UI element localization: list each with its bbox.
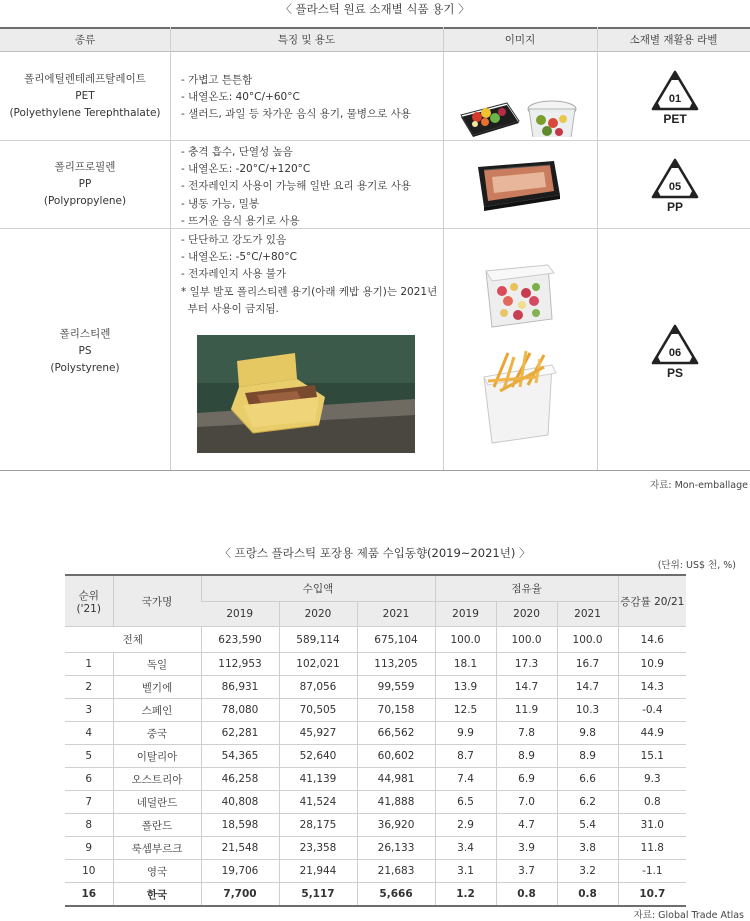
- value-cell: 87,056: [279, 676, 357, 699]
- value-cell: 14.7: [496, 676, 557, 699]
- value-cell: 3.1: [435, 860, 496, 883]
- total-cell: 100.0: [496, 627, 557, 653]
- rank-cell: 8: [65, 814, 113, 837]
- value-cell: 19,706: [201, 860, 279, 883]
- value-cell: 44,981: [357, 768, 435, 791]
- recycle-number: 05: [668, 181, 682, 193]
- value-cell: 60,602: [357, 745, 435, 768]
- table2-unit: (단위: US$ 천, %): [657, 560, 736, 571]
- value-cell: 6.6: [557, 768, 618, 791]
- materials-table-header: [0, 27, 750, 52]
- value-cell: 7.0: [496, 791, 557, 814]
- value-cell: 18,598: [201, 814, 279, 837]
- country-cell: 폴란드: [113, 814, 201, 837]
- rank-cell: 4: [65, 722, 113, 745]
- value-cell: 62,281: [201, 722, 279, 745]
- recycle-number: 01: [668, 93, 682, 105]
- value-cell: 46,258: [201, 768, 279, 791]
- total-label: 전체: [65, 627, 201, 653]
- value-cell: 14.7: [557, 676, 618, 699]
- table-row: [65, 722, 686, 745]
- table-row: [65, 745, 686, 768]
- value-cell: 10.7: [618, 883, 686, 907]
- header-features: 특징 및 용도: [277, 34, 336, 46]
- value-cell: 40,808: [201, 791, 279, 814]
- header-year: 2021: [357, 601, 435, 626]
- header-year: 2020: [496, 601, 557, 626]
- value-cell: 45,927: [279, 722, 357, 745]
- value-cell: 31.0: [618, 814, 686, 837]
- value-cell: 78,080: [201, 699, 279, 722]
- value-cell: 9.8: [557, 722, 618, 745]
- value-cell: 15.1: [618, 745, 686, 768]
- feature-line: - 단단하고 강도가 있음: [181, 234, 287, 246]
- total-cell: 589,114: [279, 627, 357, 653]
- value-cell: 7.4: [435, 768, 496, 791]
- value-cell: 41,888: [357, 791, 435, 814]
- header-year: 2019: [435, 601, 496, 626]
- value-cell: 113,205: [357, 653, 435, 676]
- value-cell: 5.4: [557, 814, 618, 837]
- recycle-pp-icon: [649, 157, 701, 213]
- value-cell: 41,524: [279, 791, 357, 814]
- feature-line: - 내열온도: -5°C/+80°C: [181, 251, 297, 264]
- value-cell: 54,365: [201, 745, 279, 768]
- material-ps: [0, 326, 170, 377]
- grid-line: [597, 27, 598, 470]
- features-pp: [181, 144, 411, 230]
- value-cell: 0.8: [618, 791, 686, 814]
- table-row: [65, 837, 686, 860]
- value-cell: 41,139: [279, 768, 357, 791]
- rank-cell: 7: [65, 791, 113, 814]
- header-change: 증감률 20/21: [618, 575, 686, 627]
- value-cell: 12.5: [435, 699, 496, 722]
- rank-cell: 6: [65, 768, 113, 791]
- value-cell: 21,548: [201, 837, 279, 860]
- total-cell: 623,590: [201, 627, 279, 653]
- country-cell: 이탈리아: [113, 745, 201, 768]
- grid-line: [170, 27, 171, 470]
- header-country: 국가명: [113, 575, 201, 627]
- value-cell: 1.2: [435, 883, 496, 907]
- table-row-total: [65, 627, 686, 653]
- value-cell: 52,640: [279, 745, 357, 768]
- feature-line: - 내열온도: 40°C/+60°C: [181, 91, 300, 104]
- table2-source: 자료: Global Trade Atlas: [633, 910, 744, 921]
- value-cell: 6.5: [435, 791, 496, 814]
- value-cell: 16.7: [557, 653, 618, 676]
- recycle-number: 06: [668, 347, 682, 359]
- country-cell: 영국: [113, 860, 201, 883]
- rank-cell: 2: [65, 676, 113, 699]
- country-cell: 벨기에: [113, 676, 201, 699]
- value-cell: 9.9: [435, 722, 496, 745]
- country-cell: 룩셈부르크: [113, 837, 201, 860]
- value-cell: 26,133: [357, 837, 435, 860]
- table-row: [65, 699, 686, 722]
- value-cell: 99,559: [357, 676, 435, 699]
- value-cell: -1.1: [618, 860, 686, 883]
- table-row: [65, 860, 686, 883]
- value-cell: 7.8: [496, 722, 557, 745]
- rank-cell: 16: [65, 883, 113, 907]
- value-cell: 3.7: [496, 860, 557, 883]
- value-cell: 8.7: [435, 745, 496, 768]
- total-cell: 14.6: [618, 627, 686, 653]
- feature-line: - 충격 흡수, 단열성 높음: [181, 146, 293, 158]
- kebab-container-photo: [197, 335, 415, 453]
- material-pp: [0, 159, 170, 210]
- material-pet: [0, 71, 170, 122]
- recycle-pet-icon: [649, 69, 701, 125]
- material-name-ko: 폴리프로필렌: [54, 161, 116, 173]
- rank-cell: 9: [65, 837, 113, 860]
- value-cell: 3.2: [557, 860, 618, 883]
- ps-fries-container-image: [478, 347, 560, 447]
- value-cell: 6.9: [496, 768, 557, 791]
- features-pet: [181, 72, 411, 124]
- value-cell: 0.8: [496, 883, 557, 907]
- value-cell: 70,505: [279, 699, 357, 722]
- recycle-code: PS: [666, 366, 684, 379]
- table-row: [65, 768, 686, 791]
- country-cell: 독일: [113, 653, 201, 676]
- pet-containers-image: [455, 65, 583, 137]
- value-cell: 3.9: [496, 837, 557, 860]
- feature-line: * 일부 발포 폴리스티렌 용기(아래 케밥 용기)는 2021년: [181, 285, 438, 298]
- table1-title: 〈 플라스틱 원료 소재별 식품 용기 〉: [280, 2, 470, 16]
- rank-cell: 1: [65, 653, 113, 676]
- country-cell: 스페인: [113, 699, 201, 722]
- value-cell: 9.3: [618, 768, 686, 791]
- value-cell: 112,953: [201, 653, 279, 676]
- value-cell: -0.4: [618, 699, 686, 722]
- value-cell: 86,931: [201, 676, 279, 699]
- total-cell: 100.0: [557, 627, 618, 653]
- value-cell: 11.9: [496, 699, 557, 722]
- header-recycle-label: 소재별 재활용 라벨: [629, 34, 718, 46]
- material-name-ko: 폴리스티렌: [59, 328, 111, 340]
- value-cell: 10.9: [618, 653, 686, 676]
- row-divider: [0, 140, 750, 141]
- features-ps: [181, 232, 437, 318]
- header-year: 2021: [557, 601, 618, 626]
- table-row: [65, 814, 686, 837]
- value-cell: 3.4: [435, 837, 496, 860]
- country-cell: 오스트리아: [113, 768, 201, 791]
- material-code: PS: [78, 345, 92, 357]
- value-cell: 6.2: [557, 791, 618, 814]
- value-cell: 102,021: [279, 653, 357, 676]
- recycle-code: PET: [663, 112, 687, 125]
- material-code: PP: [78, 178, 92, 190]
- material-name-en: (Polystyrene): [50, 362, 120, 374]
- ps-salad-container-image: [478, 259, 558, 334]
- value-cell: 18.1: [435, 653, 496, 676]
- value-cell: 3.8: [557, 837, 618, 860]
- feature-line: - 샐러드, 과일 등 차가운 음식 용기, 물병으로 사용: [181, 108, 411, 121]
- value-cell: 10.3: [557, 699, 618, 722]
- value-cell: 21,683: [357, 860, 435, 883]
- table2-title: 〈 프랑스 플라스틱 포장용 제품 수입동향(2019~2021년) 〉: [219, 546, 531, 560]
- feature-line: 부터 사용이 금지됨.: [181, 302, 279, 315]
- material-code: PET: [75, 90, 95, 102]
- country-cell: 네덜란드: [113, 791, 201, 814]
- value-cell: 11.8: [618, 837, 686, 860]
- material-name-en: (Polyethylene Terephthalate): [9, 107, 161, 119]
- rank-cell: 5: [65, 745, 113, 768]
- rank-cell: 10: [65, 860, 113, 883]
- value-cell: 7,700: [201, 883, 279, 907]
- header-image: 이미지: [504, 34, 536, 46]
- value-cell: 28,175: [279, 814, 357, 837]
- header-year: 2020: [279, 601, 357, 626]
- country-cell: 한국: [113, 883, 201, 907]
- header-import-amount: 수입액: [201, 575, 435, 601]
- feature-line: - 가볍고 튼튼함: [181, 74, 253, 86]
- value-cell: 5,666: [357, 883, 435, 907]
- header-share: 점유율: [435, 575, 618, 601]
- recycle-code: PP: [666, 200, 684, 213]
- value-cell: 44.9: [618, 722, 686, 745]
- table-row: [65, 791, 686, 814]
- feature-line: - 전자레인지 사용이 가능해 일반 요리 용기로 사용: [181, 180, 412, 193]
- grid-line: [443, 27, 444, 470]
- pp-container-image: [470, 155, 564, 213]
- table1-source: 자료: Mon-emballage: [650, 480, 748, 491]
- value-cell: 2.9: [435, 814, 496, 837]
- value-cell: 5,117: [279, 883, 357, 907]
- table-bottom-border: [0, 470, 750, 471]
- value-cell: 13.9: [435, 676, 496, 699]
- table-row-korea: [65, 883, 686, 907]
- value-cell: 0.8: [557, 883, 618, 907]
- value-cell: 8.9: [496, 745, 557, 768]
- feature-line: - 전자레인지 사용 불가: [181, 268, 287, 281]
- value-cell: 70,158: [357, 699, 435, 722]
- table-row: [65, 676, 686, 699]
- header-year: 2019: [201, 601, 279, 626]
- import-trend-table: [65, 574, 686, 907]
- total-cell: 675,104: [357, 627, 435, 653]
- value-cell: 4.7: [496, 814, 557, 837]
- material-name-en: (Polypropylene): [43, 195, 127, 207]
- header-type: 종류: [74, 34, 96, 46]
- recycle-ps-icon: [649, 323, 701, 379]
- table-row: [65, 653, 686, 676]
- value-cell: 23,358: [279, 837, 357, 860]
- feature-line: - 내열온도: -20°C/+120°C: [181, 163, 311, 176]
- total-cell: 100.0: [435, 627, 496, 653]
- value-cell: 8.9: [557, 745, 618, 768]
- rank-cell: 3: [65, 699, 113, 722]
- material-name-ko: 폴리에틸렌테레프탈레이트: [24, 73, 146, 85]
- value-cell: 21,944: [279, 860, 357, 883]
- header-rank: 순위 ('21): [65, 575, 113, 627]
- feature-line: - 뜨거운 음식 용기로 사용: [181, 214, 300, 227]
- feature-line: - 냉동 가능, 밀봉: [181, 197, 259, 210]
- value-cell: 14.3: [618, 676, 686, 699]
- value-cell: 36,920: [357, 814, 435, 837]
- value-cell: 17.3: [496, 653, 557, 676]
- value-cell: 66,562: [357, 722, 435, 745]
- country-cell: 중국: [113, 722, 201, 745]
